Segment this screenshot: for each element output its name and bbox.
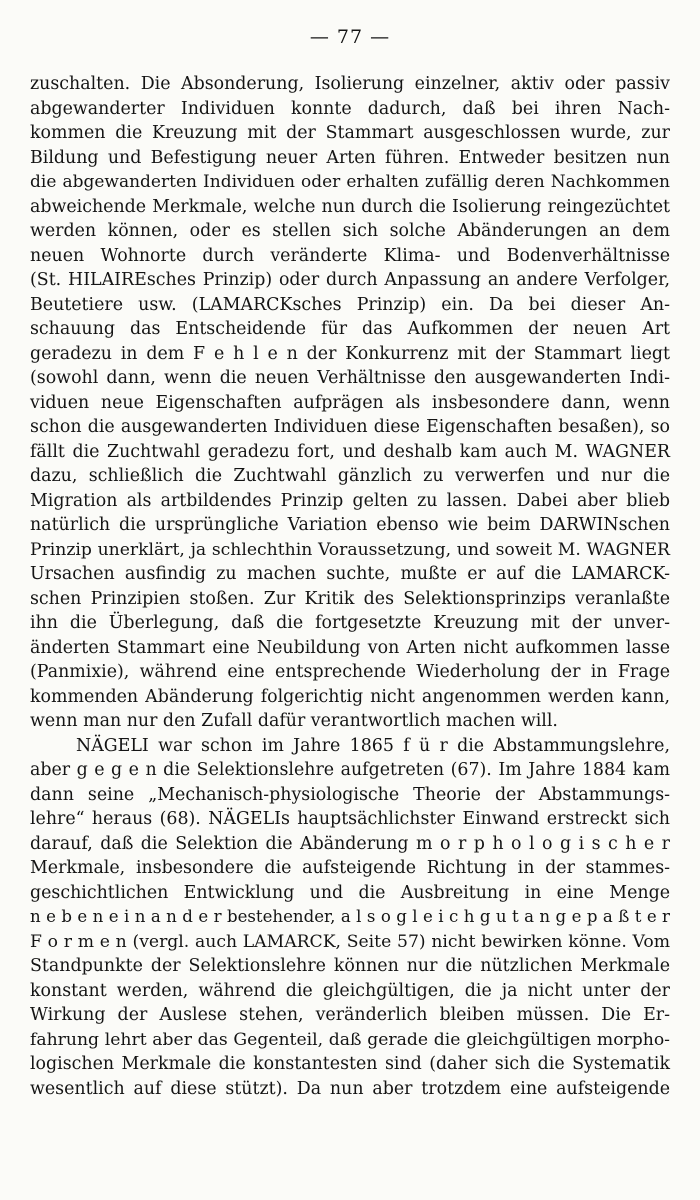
- paragraph-1: [30, 72, 670, 734]
- text-line: aber g e g e n die Selektionslehre aufgetreten (67). Im Jahre 1884 kam: [30, 760, 670, 780]
- text-line: viduen neue Eigenschaften aufprägen als insbesondere dann, wenn: [30, 392, 670, 413]
- text-line: Beutetiere usw. (LAMARCKsches Prinzip) ein. Da bei dieser An-: [30, 294, 670, 315]
- text-line: schon die ausgewanderten Individuen diese Eigenschaften besaßen), so: [30, 417, 670, 437]
- text-line: dann seine „Mechanisch-physiologische Theorie der Abstammungs-: [30, 784, 670, 805]
- text-line: Bildung und Befestigung neuer Arten führen. Entweder besitzen nun: [30, 147, 670, 168]
- text-line: lehre“ heraus (68). NÄGELIs hauptsächlichster Einwand erstreckt sich: [30, 809, 670, 829]
- text-line: schen Prinzipien stoßen. Zur Kritik des Selektionsprinzips veranlaßte: [30, 588, 670, 609]
- text-line: kommenden Abänderung folgerichtig nicht angenommen werden kann,: [30, 686, 670, 707]
- text-line: wenn man nur den Zufall dafür verantwortlich machen will.: [30, 711, 558, 731]
- text-line: neuen Wohnorte durch veränderte Klima- und Bodenverhältnisse: [30, 245, 670, 266]
- text-line: ihn die Überlegung, daß die fortgesetzte Kreuzung mit der unver-: [30, 613, 670, 633]
- text-line: fahrung lehrt aber das Gegenteil, daß gerade die gleichgültigen morpho-: [30, 1029, 670, 1050]
- text-line: geradezu in dem F e h l e n der Konkurrenz mit der Stammart liegt: [30, 343, 670, 364]
- text-line: F o r m e n (vergl. auch LAMARCK, Seite 57) nicht bewirken könne. Vom: [30, 931, 670, 952]
- text-line: geschichtlichen Entwicklung und die Ausbreitung in eine Menge: [30, 882, 670, 903]
- text-line: zuschalten. Die Absonderung, Isolierung einzelner, aktiv oder passiv: [30, 74, 670, 94]
- text-line: fällt die Zuchtwahl geradezu fort, und deshalb kam auch M. WAGNER: [30, 441, 670, 462]
- text-line: schauung das Entscheidende für das Aufkommen der neuen Art: [30, 319, 670, 339]
- text-line: Ursachen ausfindig zu machen suchte, mußte er auf die LAMARCK-: [30, 564, 670, 584]
- text-line: Migration als artbildendes Prinzip gelten zu lassen. Dabei aber blieb: [30, 490, 670, 511]
- text-line: darauf, daß die Selektion die Abänderung m o r p h o l o g i s c h e r: [30, 833, 670, 854]
- text-line: konstant werden, während die gleichgültigen, die ja nicht unter der: [30, 980, 670, 1001]
- text-line: (St. HILAIREsches Prinzip) oder durch Anpassung an andere Verfolger,: [30, 270, 670, 290]
- text-line: dazu, schließlich die Zuchtwahl gänzlich zu verwerfen und nur die: [30, 466, 670, 486]
- text-line: NÄGELI war schon im Jahre 1865 f ü r die Abstammungslehre,: [76, 735, 670, 756]
- text-line: änderten Stammart eine Neubildung von Arten nicht aufkommen lasse: [30, 637, 670, 658]
- text-line: (Panmixie), während eine entsprechende Wiederholung der in Frage: [30, 662, 670, 682]
- page-number: — 77 —: [309, 26, 391, 48]
- text-line: wesentlich auf diese stützt). Da nun aber trotzdem eine aufsteigende: [30, 1078, 670, 1099]
- text-line: Wirkung der Auslese stehen, veränderlich bleiben müssen. Die Er-: [30, 1005, 670, 1025]
- text-line: abgewanderter Individuen konnte dadurch, daß bei ihren Nach-: [30, 98, 670, 119]
- text-line: natürlich die ursprüngliche Variation ebenso wie beim DARWINschen: [30, 515, 670, 535]
- text-line: Merkmale, insbesondere die aufsteigende Richtung in der stammes-: [30, 858, 670, 878]
- text-line: die abgewanderten Individuen oder erhalten zufällig deren Nachkommen: [30, 172, 670, 192]
- text-line: kommen die Kreuzung mit der Stammart ausgeschlossen wurde, zur: [30, 123, 670, 143]
- book-page: [30, 22, 670, 1101]
- text-line: abweichende Merkmale, welche nun durch die Isolierung reingezüchtet: [30, 196, 670, 217]
- text-line: werden können, oder es stellen sich solche Abänderungen an dem: [30, 221, 670, 241]
- text-line: Standpunkte der Selektionslehre können nur die nützlichen Merkmale: [30, 956, 670, 976]
- text-line: Prinzip unerklärt, ja schlechthin Voraussetzung, und soweit M. WAGNER: [30, 539, 670, 560]
- paragraph-2: [30, 734, 670, 1102]
- text-line: n e b e n e i n a n d e r bestehender, a l s o g l e i c h g u t a n g e p a ß t e r: [30, 907, 670, 926]
- text-line: (sowohl dann, wenn die neuen Verhältnisse den ausgewanderten Indi-: [30, 368, 670, 388]
- text-line: logischen Merkmale die konstantesten sind (daher sich die Systematik: [30, 1054, 670, 1074]
